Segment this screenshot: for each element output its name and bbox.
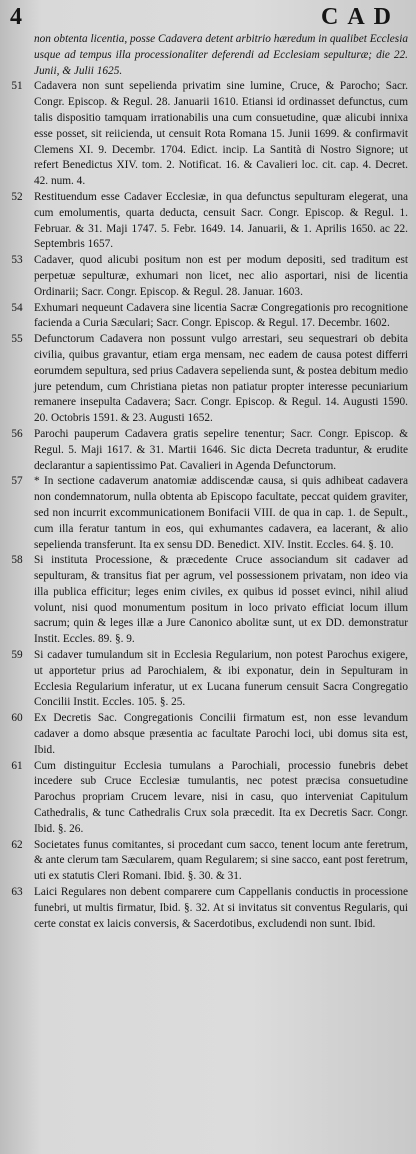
entry-number: 59 bbox=[11, 649, 23, 662]
entry-text: Cadaver, quod alicubi positum non est per modum depositi, sed traditum est perpetuæ sepulturæ, exhumari non licet, nec alio asportari, nisi de licentia Ordinarii; Sacr. Congr. Episcop. & Regul. 28. Januar. 1603. bbox=[34, 254, 408, 298]
entry-51 bbox=[4, 79, 408, 190]
entry-number: 57 bbox=[11, 475, 23, 488]
entry-52 bbox=[4, 190, 408, 253]
entry-number: 58 bbox=[11, 554, 23, 567]
entry-57 bbox=[4, 474, 408, 553]
entry-text: Restituendum esse Cadaver Ecclesiæ, in qua defunctus sepulturam elegerat, una cum emolumentis, quarta deducta, censuit Sacr. Congr. Episcop. & Regul. 1. Februar. & 31. Maji 1747. 5. Febr. 1649. 14. Januarii, & 1. Aprilis 1650. ac 22. Septembris 1657. bbox=[34, 190, 408, 251]
entry-text: Defunctorum Cadavera non possunt vulgo arrestari, seu sequestrari ob debita civilia, quibus gravantur, etiam erga mensam, nec eadem de causa potest differri eorumdem sepultura, sed prius Cadavera sepelienda sunt, & postea debitum medio jure petendum, cum Christiana pietas non patiatur propter interesse pecuniarium remanere insepulta Cadavera; Sacr. Congr. Episcop. & Regul. 14. Augusti 1590. 20. Octobris 1591. & 23. Augusti 1652. bbox=[34, 333, 408, 425]
entry-text: Parochi pauperum Cadavera gratis sepelire tenentur; Sacr. Congr. Episcop. & Regul. 5. Maji 1617. & 31. Martii 1646. Sic dicta Decreta traduntur, & erudite declarantur a sapientissimo Pat. Cavalieri in Agenda Defunctorum. bbox=[34, 427, 408, 472]
entry-53 bbox=[4, 253, 408, 300]
continuation-paragraph: non obtenta licentia, posse Cadavera detent arbitrio hæredum in qualibet Ecclesia usque ad tempus illa processionaliter deferendi ad Ecclesiam sepulturæ; die 22. Junii, & Julii 1625. bbox=[34, 33, 408, 77]
entry-text: Societates funus comitantes, si procedant cum sacco, tenent locum ante feretrum, & ante clerum tam Sæcularem, quam Regularem; si sine sacco, eant post feretrum, uti ex statutis Cleri Romani. Ibid. §. 30. & 31. bbox=[34, 838, 408, 883]
page-header bbox=[4, 6, 408, 32]
entry-59 bbox=[4, 648, 408, 711]
running-head: CAD bbox=[321, 4, 400, 30]
entry-number: 51 bbox=[11, 80, 23, 93]
entry-text: * In sectione cadaverum anatomiæ addiscendæ causa, si quis adhibeat cadavera non condemnatorum, nulla obtenta ab Episcopo facultate, peccat quidem graviter, sed non incurrit excommunicationem Bonifacii VIII. de qua in cap. 1. de Sepult., cum illa feratur tantum in eos, qui exhumantes cadavera, ea lacerant, & alio sepelienda transferunt. Ita ex sensu DD. Benedict. XIV. Instit. Eccles. 64. §. 10. bbox=[34, 475, 408, 551]
entry-number: 52 bbox=[11, 190, 23, 203]
entry-text: Ex Decretis Sac. Congregationis Concilii firmatum est, non esse levandum cadaver a domo absque præsentia ac facultate Parochi loci, ubi domus sita est, Ibid. bbox=[34, 712, 408, 756]
entry-text: Si cadaver tumulandum sit in Ecclesia Regularium, non potest Parochus exigere, ut apportetur prius ad Parochialem, & ibi exponatur, dein in Sepulturam in Ecclesia Regularium inferatur, ut ex Lucana funerum censuit Sacra Congregatio Concilii Instit. Eccles. 105. §. 25. bbox=[34, 649, 408, 709]
entry-63 bbox=[4, 885, 408, 932]
entry-number: 54 bbox=[11, 301, 23, 314]
entry-number: 62 bbox=[11, 838, 23, 851]
entry-60 bbox=[4, 711, 408, 758]
entry-text: Cadavera non sunt sepelienda privatim sine lumine, Cruce, & Parocho; Sacr. Congr. Episcop. & Regul. 28. Januarii 1610. Etiansi id ordinasset defunctus, cum talis dispositio tamquam irrationabilis una cum consuetudine, quæ alicubi innixa esse posset, sit reiicienda, ut censuit Rota Romana 15. Junii 1699. & confirmavit Clemens XI. 9. Decembr. 1704. Edict. incip. La Santità di Nostro Signore; ut refert Benedictus XIV. tom. 2. Notificat. 16. & Cavalieri loc. cit. cap. 4. Decret. 42. num. 4. bbox=[34, 80, 408, 188]
entry-number: 60 bbox=[11, 712, 23, 725]
entry-number: 63 bbox=[11, 886, 23, 899]
entry-text: Si instituta Processione, & præcedente Cruce associandum sit cadaver ad sepulturam, & transitus fiat per agrum, vel possessionem privatam, non ideo via illa publica efficitur; leges enim civiles, ex quibus id posset evinci, nihil aliud volunt, nisi quod monumentum positum in loco privato efficiat locum illum sacrum; quin & leges illæ a Jure Canonico abolitæ sunt, ut ex DD. demonstratur Instit. Eccles. 89. §. 9. bbox=[34, 554, 408, 646]
entry-number: 53 bbox=[11, 254, 23, 267]
entry-61 bbox=[4, 759, 408, 838]
entry-number: 55 bbox=[11, 333, 23, 346]
entry-list bbox=[4, 79, 408, 932]
entry-54 bbox=[4, 301, 408, 333]
entry-56 bbox=[4, 427, 408, 474]
entry-55 bbox=[4, 332, 408, 427]
entry-text: Cum distinguitur Ecclesia tumulans a Parochiali, processio funebris debet incedere sub Cruce Ecclesiæ tumulantis, nec potest præcisa consuetudine Parochus propriam Crucem levare, nisi in casu, quo interveniat Capitulum Cathedralis, & tunc Cathedralis Crux sola præcedit. Ita ex Decretis Sacr. Congr. Ibid. §. 26. bbox=[34, 759, 408, 835]
entry-text: Laici Regulares non debent comparere cum Cappellanis conductis in processione funebri, ut multis firmatur, Ibid. §. 32. At si invitatus sit conventus Regularis, qui certe constat ex laicis conversis, & Sacerdotibus, excludendi non sunt. Ibid. bbox=[34, 886, 408, 930]
entry-number: 56 bbox=[11, 427, 23, 440]
page-number: 4 bbox=[10, 4, 22, 30]
entry-text: Exhumari nequeunt Cadavera sine licentia Sacræ Congregationis pro recognitione facienda a Curia Sæculari; Sacr. Congr. Episcop. & Regul. 17. Decembr. 1602. bbox=[34, 301, 408, 330]
entry-58 bbox=[4, 553, 408, 648]
entry-number: 61 bbox=[11, 759, 23, 772]
entry-62 bbox=[4, 838, 408, 885]
